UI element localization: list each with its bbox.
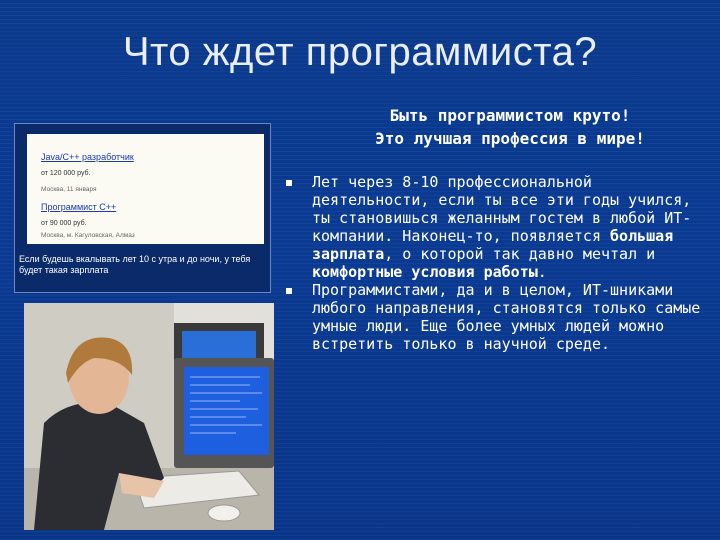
tagline [300, 104, 720, 150]
bullet-item-2 [284, 281, 714, 353]
job-ad-title-2: Программист С++ [41, 202, 117, 212]
bullet-2-text: Программистами, да и в целом, ИТ-шниками любого направления, становятся только самые умные люди. Еще более умных людей можно встретить только в научной среде. [312, 281, 701, 353]
mouse [208, 505, 240, 521]
job-ad-caption: Если будешь вкалывать лет 10 с утра и до ночи, у тебя будет такая зарплата [19, 254, 251, 275]
programmer-photo [24, 303, 274, 530]
job-ad-city-1: Москва, 11 января [41, 186, 97, 193]
job-ad-title-1: Java/C++ разработчик [41, 152, 134, 162]
bullet-1-text-b: , о которой так давно мечтал и [384, 245, 656, 263]
bullet-item-1 [284, 173, 714, 281]
bullet-marker [286, 180, 292, 186]
job-ad-city-2: Москва, м. Кагуловская, Алмаз [41, 232, 135, 239]
bullet-1-text-c: . [537, 263, 547, 281]
bullet-1-bold-conditions: комфортные условия работы [312, 263, 538, 281]
job-ad-panel [14, 123, 271, 293]
programmer-at-computer-illustration [24, 303, 274, 530]
bullet-marker [286, 288, 292, 294]
bullet-list [284, 173, 714, 353]
job-ad-card [27, 134, 264, 244]
tagline-line-2: Это лучшая профессия в мире! [375, 129, 645, 148]
bullet-1-bold-salary: большая зарплата [312, 227, 674, 263]
job-ad-salary-1: от 120 000 руб. [41, 170, 91, 177]
slide-title: Что ждет программиста? [122, 30, 598, 74]
job-ad-salary-2: от 90 000 руб. [41, 220, 87, 227]
tagline-line-1: Быть программистом круто! [389, 106, 631, 125]
bullet-1-text-a: Лет через 8-10 профессиональной деятельности, если ты все эти годы учился, ты становишься желанным гостем в любой ИТ-компании. Наконец-то, появляется [312, 173, 692, 245]
